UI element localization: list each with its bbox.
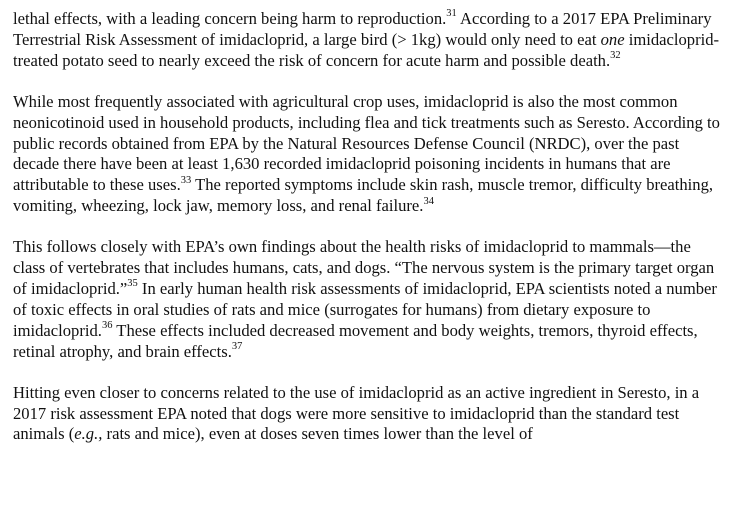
text-segment: lethal effects, with a leading concern being harm to reproduction. bbox=[13, 9, 447, 28]
footnote-ref-36: 36 bbox=[101, 320, 113, 332]
text-segment: The reported symptoms include skin rash, muscle tremor, difficulty breathing, vomiting, wheezing, lock jaw, memory loss, and renal failure. bbox=[13, 175, 714, 216]
paragraph-household-products bbox=[13, 92, 725, 217]
footnote-ref-32: 32 bbox=[610, 50, 621, 62]
paragraph-seresto-dogs bbox=[13, 383, 725, 446]
paragraph-mammal-risks bbox=[13, 237, 725, 362]
footnote-ref-35: 35 bbox=[127, 278, 138, 290]
emphasis-text: e.g., bbox=[74, 424, 103, 444]
footnote-ref-33: 33 bbox=[180, 174, 192, 186]
text-segment: While most frequently associated with agricultural crop uses, imidacloprid is also the most common neonicotinoid used in household products, including flea and tick treatments such as Seresto. According to public records obtained from EPA by the Natural Resources Defense Council (NRDC), over the past decade there have been at least 1,630 recorded imidacloprid poisoning incidents in humans that are attributable to these uses. bbox=[13, 91, 720, 195]
paragraph-bird-risk bbox=[13, 9, 725, 72]
text-segment: imidacloprid-treated potato seed to nearly exceed the risk of concern for acute harm and possible death. bbox=[13, 29, 720, 70]
footnote-ref-34: 34 bbox=[423, 195, 434, 207]
text-segment: This follows closely with EPA’s own findings about the health risks of imidacloprid to mammals—the class of vertebrates that includes humans, cats, and dogs. “The nervous system is the primary target organ of imidacloprid.” bbox=[13, 237, 715, 298]
document-page bbox=[13, 9, 725, 465]
text-segment: Hitting even closer to concerns related to the use of imidacloprid as an active ingredient in Seresto, in a 2017 risk assessment EPA noted that dogs were more sensitive to imidacloprid than the standard test animals ( bbox=[13, 382, 700, 444]
text-segment: These effects included decreased movement and body weights, tremors, thyroid effects, retinal atrophy, and brain effects. bbox=[13, 320, 698, 361]
footnote-ref-37: 37 bbox=[231, 341, 243, 353]
emphasis-text: one bbox=[600, 29, 625, 49]
text-segment: According to a 2017 EPA Preliminary Terrestrial Risk Assessment of imidacloprid, a large bird (> 1kg) would only need to eat bbox=[13, 9, 712, 49]
text-segment: In early human health risk assessments of imidacloprid, EPA scientists noted a number of toxic effects in oral studies of rats and mice (surrogates for humans) from dietary exposure to imidacloprid. bbox=[13, 278, 717, 340]
footnote-ref-31: 31 bbox=[446, 8, 457, 20]
text-segment: rats and mice), even at doses seven times lower than the level of bbox=[102, 424, 533, 444]
